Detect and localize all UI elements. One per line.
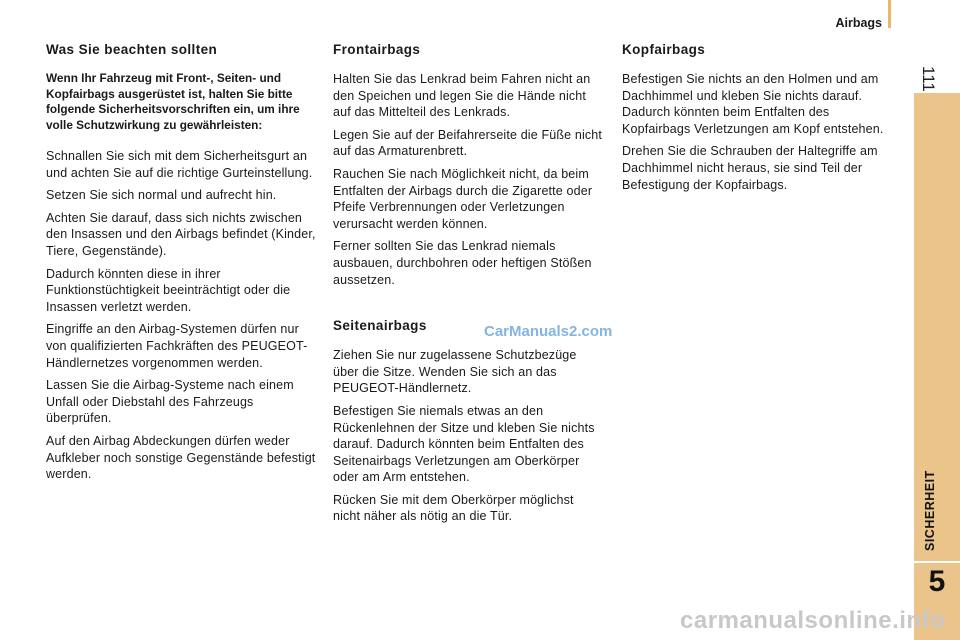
paragraph: Schnallen Sie sich mit dem Sicherheitsgurt an und achten Sie auf die richtige Gurteinstellung. <box>46 149 313 180</box>
column-kopfairbags <box>622 42 892 199</box>
chapter-number: 5 <box>928 565 946 598</box>
paragraph: Rauchen Sie nach Möglichkeit nicht, da beim Entfalten der Airbags durch die Zigarette oder Pfeife Verbrennungen oder Verletzungen verursacht werden können. <box>333 166 593 231</box>
paragraph: Befestigen Sie nichts an den Holmen und am Dachhimmel und kleben Sie nichts darauf. Dadurch könnten beim Entfalten des Kopfairbags Verletzungen am Kopf entstehen. <box>622 72 884 136</box>
chapter-side-tab <box>914 93 960 561</box>
paragraph: Achten Sie darauf, dass sich nichts zwischen den Insassen und den Airbags befindet (Kinder, Tiere, Gegenstände). <box>46 210 316 258</box>
lead-paragraph: Wenn Ihr Fahrzeug mit Front-, Seiten- und Kopfairbags ausgerüstet ist, halten Sie bitte folgende Sicherheitsvorschriften ein, um ihre volle Schutzwirkung zu gewährleisten: <box>46 71 300 132</box>
heading-frontairbags: Frontairbags <box>333 42 421 57</box>
page-number: 111 <box>919 66 938 92</box>
footer-logo-text: carmanualsonline.info <box>680 607 946 634</box>
heading-seitenairbags: Seitenairbags <box>333 318 427 334</box>
chapter-label: SICHERHEIT <box>923 470 937 551</box>
paragraph: Drehen Sie die Schrauben der Haltegriffe am Dachhimmel nicht heraus, sie sind Teil der Befestigung der Kopfairbags. <box>622 144 878 192</box>
paragraph: Ferner sollten Sie das Lenkrad niemals ausbauen, durchbohren oder heftigen Stößen aussetzen. <box>333 239 592 287</box>
section-title: Airbags <box>835 16 882 30</box>
paragraph: Halten Sie das Lenkrad beim Fahren nicht an den Speichen und legen Sie die Hände nicht auf das Mittelteil des Lenkrads. <box>333 72 591 120</box>
paragraph: Legen Sie auf der Beifahrerseite die Füße nicht auf das Armaturenbrett. <box>333 127 603 159</box>
heading-general: Was Sie beachten sollten <box>46 42 218 57</box>
column-general <box>46 42 316 489</box>
heading-kopfairbags: Kopfairbags <box>622 42 706 57</box>
paragraph: Befestigen Sie niemals etwas an den Rückenlehnen der Sitze und kleben Sie nichts darauf. Dadurch könnten beim Entfalten des Seitenairbags Verletzungen am Oberkörper oder am Arm entstehen. <box>333 403 595 485</box>
watermark-text: CarManuals2.com <box>484 323 613 340</box>
paragraph: Ziehen Sie nur zugelassene Schutzbezüge über die Sitze. Wenden Sie sich an das PEUGEOT-Händlernetz. <box>333 348 577 396</box>
paragraph: Rücken Sie mit dem Oberkörper möglichst nicht näher als nötig an die Tür. <box>333 492 574 524</box>
column-frontairbags <box>333 42 603 531</box>
paragraph: Setzen Sie sich normal und aufrecht hin. <box>46 188 277 203</box>
paragraph: Eingriffe an den Airbag-Systemen dürfen nur von qualifizierten Fachkräften des PEUGEOT-Händlernetzes vorgenommen werden. <box>46 322 308 370</box>
paragraph: Dadurch könnten diese in ihrer Funktionstüchtigkeit beeinträchtigt oder die Insassen verletzt werden. <box>46 266 291 314</box>
header-accent-bar <box>888 0 891 28</box>
paragraph: Auf den Airbag Abdeckungen dürfen weder Aufkleber noch sonstige Gegenstände befestigt werden. <box>46 433 316 482</box>
paragraph: Lassen Sie die Airbag-Systeme nach einem Unfall oder Diebstahl des Fahrzeugs überprüfen. <box>46 378 294 426</box>
